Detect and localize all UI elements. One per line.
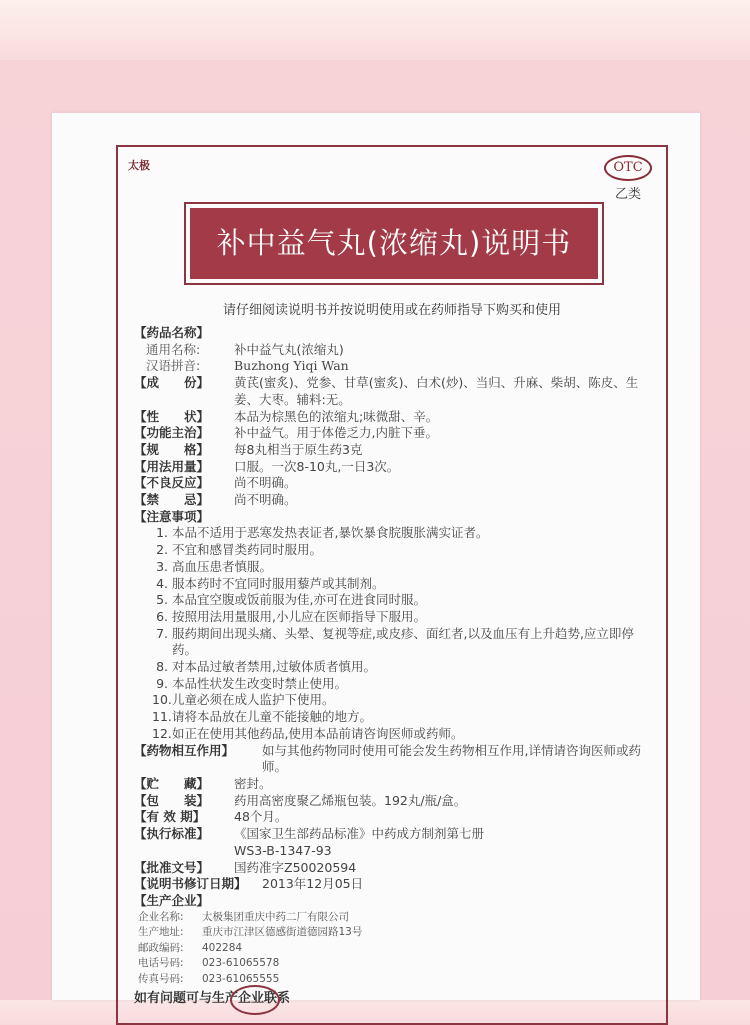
contra-label: 【禁 忌】 — [134, 492, 210, 508]
list-item — [152, 525, 654, 542]
company-name: 太极集团重庆中药二厂有限公司 — [202, 910, 349, 923]
contra-text: 尚不明确。 — [234, 492, 297, 508]
top-background-band — [0, 0, 750, 60]
interaction-text: 如与其他药物同时使用可能会发生药物相互作用,详情请咨询医师或药师。 — [262, 742, 641, 775]
section-spec — [134, 442, 654, 459]
item-text: 不宜和感冒类药同时服用。 — [172, 542, 323, 558]
item-number: 12. — [152, 725, 172, 741]
list-item — [152, 592, 654, 609]
address: 重庆市江津区德感街道德园路13号 — [202, 926, 363, 939]
drug-name-label: 【药品名称】 — [134, 325, 210, 340]
ingredients-label: 【成 份】 — [134, 375, 210, 391]
section-adverse — [134, 475, 654, 492]
section-approval — [134, 860, 654, 877]
cautions-list — [134, 525, 654, 742]
section-manufacturer — [134, 893, 654, 987]
list-item — [152, 692, 654, 709]
item-text: 本品宜空腹或饭前服为佳,亦可在进食同时服。 — [172, 592, 426, 608]
interaction-label: 【药物相互作用】 — [134, 742, 235, 758]
adverse-text: 尚不明确。 — [234, 475, 297, 491]
validity-text: 48个月。 — [234, 809, 288, 825]
item-number: 2. — [156, 542, 168, 558]
manufacturer-label: 【生产企业】 — [134, 892, 210, 908]
item-text: 服本药时不宜同时服用藜芦或其制剂。 — [172, 575, 385, 591]
item-number: 7. — [156, 625, 168, 641]
item-text: 对本品过敏者禁用,过敏体质者慎用。 — [172, 659, 376, 675]
item-text: 儿童必须在成人监护下使用。 — [172, 692, 335, 708]
usage-label: 【用法用量】 — [134, 458, 210, 474]
pinyin-name: Buzhong Yiqi Wan — [234, 358, 349, 374]
otc-mark — [604, 155, 652, 202]
item-text: 请将本品放在儿童不能接触的地方。 — [172, 709, 373, 725]
standard-code: WS3-B-1347-93 — [234, 842, 332, 858]
character-text: 本品为棕黑色的浓缩丸;味微甜、辛。 — [234, 408, 439, 424]
fax-number: 023-61065555 — [202, 972, 280, 985]
leaflet-frame — [116, 145, 668, 1025]
revision-label: 【说明书修订日期】 — [134, 876, 247, 892]
phone-number: 023-61065578 — [202, 957, 280, 970]
storage-text: 密封。 — [234, 775, 272, 791]
list-item — [152, 576, 654, 593]
pinyin-label: 汉语拼音: — [146, 358, 201, 374]
list-item — [152, 626, 654, 659]
item-text: 服药期间出现头痛、头晕、复视等症,或皮疹、面红者,以及血压有上升趋势,应立即停药。 — [172, 625, 634, 658]
section-character — [134, 409, 654, 426]
otc-badge: OTC — [604, 155, 652, 181]
section-storage — [134, 776, 654, 793]
zip-code: 402284 — [202, 941, 243, 954]
contact-note: 如有问题可与生产企业联系 — [134, 991, 291, 1007]
section-contraindications — [134, 492, 654, 509]
ingredients-text: 黄芪(蜜炙)、党参、甘草(蜜炙)、白术(炒)、当归、升麻、柴胡、陈皮、生姜、大枣。辅料:无。 — [234, 375, 639, 407]
list-item — [152, 709, 654, 726]
common-name: 补中益气丸(浓缩丸) — [234, 341, 344, 357]
usage-notice: 请仔细阅读说明书并按说明使用或在药师指导下购买和使用 — [222, 303, 561, 318]
item-text: 本品不适用于恶寒发热表证者,暴饮暴食脘腹胀满实证者。 — [172, 525, 489, 541]
title-box — [184, 202, 604, 285]
function-label: 【功能主治】 — [134, 425, 210, 441]
list-item — [152, 726, 654, 743]
fax-label: 传真号码: — [138, 972, 184, 985]
spec-text: 每8丸相当于原生药3克 — [234, 441, 363, 457]
manufacturer-info — [134, 910, 654, 988]
item-text: 按照用法用量服用,小儿应在医师指导下服用。 — [172, 608, 426, 624]
brand-logo: 太极 — [128, 159, 150, 172]
section-revision — [134, 876, 654, 893]
item-number: 5. — [156, 592, 168, 608]
usage-text: 口服。一次8-10丸,一日3次。 — [234, 458, 400, 474]
revision-text: 2013年12月05日 — [262, 876, 364, 892]
cautions-label: 【注意事项】 — [134, 508, 210, 524]
section-package — [134, 793, 654, 810]
section-cautions — [134, 509, 654, 743]
list-item — [152, 609, 654, 626]
spec-label: 【规 格】 — [134, 441, 210, 457]
item-number: 9. — [156, 675, 168, 691]
item-number: 10. — [152, 692, 172, 708]
list-item — [152, 542, 654, 559]
function-text: 补中益气。用于体倦乏力,内脏下垂。 — [234, 425, 438, 441]
standard-label: 【执行标准】 — [134, 826, 210, 842]
item-text: 本品性状发生改变时禁止使用。 — [172, 675, 348, 691]
common-name-label: 通用名称: — [146, 341, 201, 357]
section-standard — [134, 826, 654, 859]
list-item — [152, 559, 654, 576]
phone-label: 电话号码: — [138, 957, 184, 970]
leaflet-title: 补中益气丸(浓缩丸)说明书 — [190, 208, 598, 279]
bottom-emblem-fragment — [230, 985, 280, 1015]
approval-text: 国药准字Z50020594 — [234, 859, 357, 875]
standard-text — [234, 826, 654, 859]
item-number: 4. — [156, 575, 168, 591]
item-text: 如正在使用其他药品,使用本品前请咨询医师或药师。 — [172, 725, 464, 741]
item-number: 11. — [152, 709, 172, 725]
standard-name: 《国家卫生部药品标准》中药成方制剂第七册 — [234, 826, 485, 842]
item-number: 6. — [156, 608, 168, 624]
validity-label: 【有 效 期】 — [134, 809, 206, 825]
address-label: 生产地址: — [138, 926, 184, 939]
section-validity — [134, 809, 654, 826]
adverse-label: 【不良反应】 — [134, 475, 210, 491]
company-name-label: 企业名称: — [138, 910, 184, 923]
zip-label: 邮政编码: — [138, 941, 184, 954]
item-text: 高血压患者慎服。 — [172, 558, 273, 574]
item-number: 8. — [156, 659, 168, 675]
character-label: 【性 状】 — [134, 408, 210, 424]
section-function — [134, 425, 654, 442]
section-drug-name — [134, 325, 654, 375]
item-number: 3. — [156, 558, 168, 574]
item-number: 1. — [156, 525, 168, 541]
package-label: 【包 装】 — [134, 792, 210, 808]
list-item — [152, 659, 654, 676]
otc-class: 乙类 — [614, 187, 641, 202]
section-ingredients — [134, 375, 654, 408]
leaflet-paper — [52, 113, 700, 1007]
list-item — [152, 676, 654, 693]
storage-label: 【贮 藏】 — [134, 775, 210, 791]
section-usage — [134, 459, 654, 476]
leaflet-content — [134, 325, 654, 1008]
approval-label: 【批准文号】 — [134, 859, 210, 875]
package-text: 药用高密度聚乙烯瓶包装。192丸/瓶/盒。 — [234, 792, 467, 808]
section-interaction — [134, 743, 654, 776]
